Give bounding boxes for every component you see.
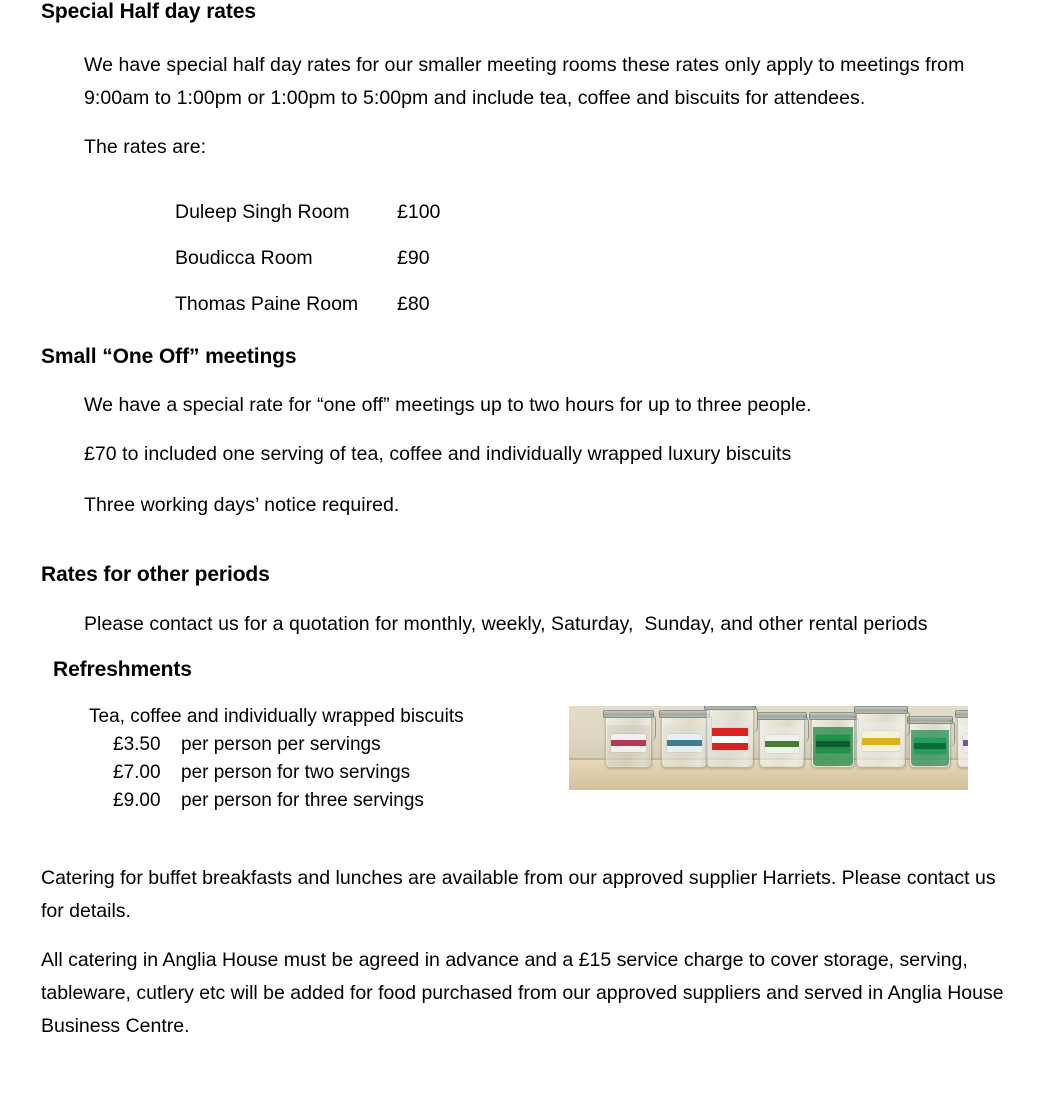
room-name: Duleep Singh Room (175, 201, 350, 223)
refreshment-price-row (113, 731, 381, 759)
jar-label-stripe (611, 740, 647, 746)
refreshments-description: Tea, coffee and individually wrapped biscuits (89, 706, 464, 727)
paragraph-rates-lead-in: The rates are: (84, 136, 207, 158)
refreshment-description: per person per servings (181, 734, 381, 755)
refreshment-amount: £7.00 (113, 762, 161, 783)
room-price: £100 (397, 201, 441, 223)
jar-clasp (904, 710, 910, 737)
refreshment-amount: £9.00 (113, 790, 161, 811)
jar-clasp (752, 706, 758, 733)
heading-special-half-day-rates: Special Half day rates (41, 0, 256, 23)
jar-clasp (650, 714, 656, 741)
heading-refreshments: Refreshments (53, 658, 192, 681)
jar-label-stripe (862, 738, 900, 745)
room-price: £80 (397, 293, 430, 315)
room-price: £90 (397, 247, 430, 269)
tea-jars-photo (569, 706, 968, 790)
jar-lid (704, 706, 756, 710)
tea-jar (909, 722, 951, 768)
jar-label (611, 734, 647, 753)
tea-jar (706, 708, 754, 768)
tea-jar (811, 718, 855, 768)
jar-lid (854, 706, 908, 714)
jar-lid (955, 710, 968, 718)
paragraph-one-off-rate: We have a special rate for “one off” meetings up to two hours for up to three people. (84, 394, 812, 416)
refreshment-description: per person for three servings (181, 790, 424, 811)
jar-clasp (803, 716, 809, 743)
jar-label-stripe (765, 741, 800, 747)
heading-rates-for-other-periods: Rates for other periods (41, 563, 270, 586)
jar-label (667, 734, 703, 753)
tea-jar (661, 716, 708, 768)
jar-clasp (949, 720, 955, 747)
jar-label-stripe (667, 740, 703, 746)
refreshment-price-row (113, 787, 424, 815)
jar-label-stripe (914, 743, 946, 749)
jar-lid (809, 712, 857, 720)
jar-label-stripe (712, 736, 748, 743)
refreshment-price-row (113, 759, 410, 787)
paragraph-catering-buffet: Catering for buffet breakfasts and lunches are available from our approved supplier Harriets. Please contact us for details. (41, 867, 996, 922)
paragraph-half-day-intro: We have special half day rates for our smaller meeting rooms these rates only apply to meetings from 9:00am to 1:00pm or 1:00pm to 5:00pm and include tea, coffee and biscuits for attendees. (84, 54, 965, 109)
rate-row (175, 199, 440, 225)
room-name: Thomas Paine Room (175, 293, 359, 315)
jar-label (963, 734, 968, 753)
refreshment-amount: £3.50 (113, 734, 161, 755)
tea-jar (957, 716, 968, 768)
tea-jar (759, 718, 805, 768)
heading-small-one-off-meetings: Small “One Off” meetings (41, 345, 297, 368)
jar-label (816, 735, 849, 753)
tea-jar (856, 712, 906, 768)
paragraph-other-periods-contact: Please contact us for a quotation for monthly, weekly, Saturday, Sunday, and other rental periods (84, 613, 928, 635)
jar-lid (757, 712, 807, 720)
jar-label-stripe (816, 741, 849, 747)
jar-label (862, 731, 900, 751)
jar-label (914, 738, 946, 755)
jar-label (712, 728, 748, 750)
jar-lid (659, 710, 710, 718)
jar-lid (907, 716, 953, 724)
refreshment-description: per person for two servings (181, 762, 411, 783)
rate-row (175, 291, 430, 317)
rate-row (175, 245, 430, 271)
tea-jar (605, 716, 652, 768)
paragraph-one-off-price: £70 to included one serving of tea, coffee and individually wrapped luxury biscuits (84, 443, 792, 465)
paragraph-one-off-notice: Three working days’ notice required. (84, 494, 400, 516)
paragraph-catering-service-charge: All catering in Anglia House must be agreed in advance and a £15 service charge to cover storage, serving, tableware, cutlery etc will be added for food purchased from our approved suppliers and served in Anglia House Business Centre. (41, 949, 1004, 1037)
room-name: Boudicca Room (175, 247, 313, 269)
jar-label-stripe (963, 740, 968, 746)
jar-label (765, 735, 800, 753)
jar-lid (603, 710, 654, 718)
